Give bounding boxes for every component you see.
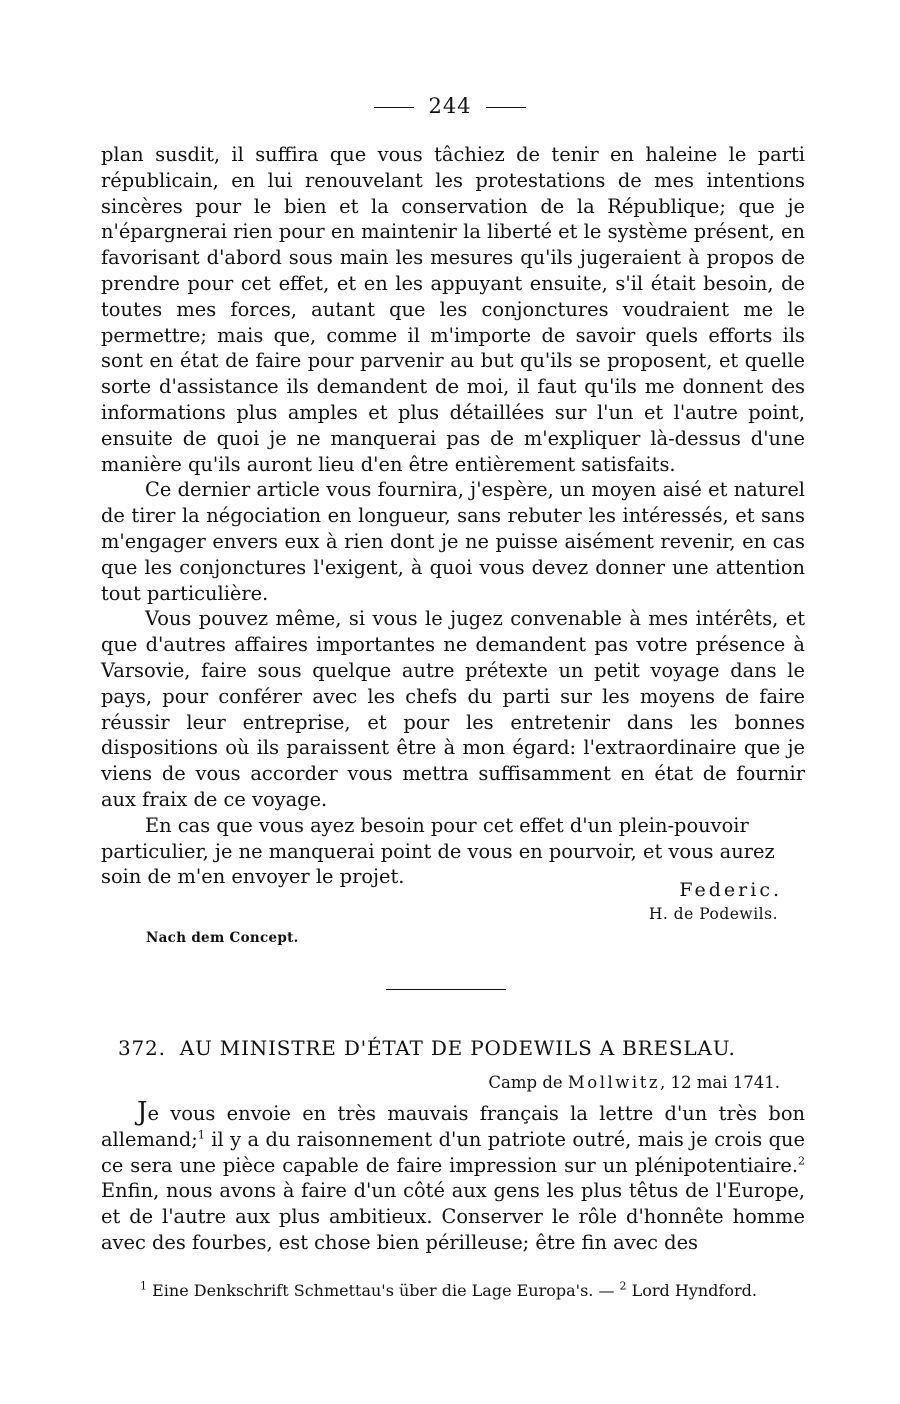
dateline-date: , 12 mai 1741. (660, 1073, 780, 1092)
footnote-text: Lord Hyndford. (631, 1281, 757, 1300)
letter-372-body (101, 1097, 805, 1256)
footnote-ref: 2 (798, 1154, 805, 1168)
page-number-dash-left (374, 107, 414, 108)
countersignature: H. de Podewils. (648, 905, 778, 923)
dateline-prefix: Camp de (488, 1073, 563, 1092)
page-number-text: 244 (428, 94, 472, 118)
paragraph: En cas que vous ayez besoin pour cet effet d'un plein-pouvoir particulier, je ne manquerai point de vous en pourvoir, et vous aurez soin de m'en envoyer le projet. (101, 813, 775, 889)
footnote (140, 1281, 614, 1300)
page-number-dash-right (486, 107, 526, 108)
text-segment: Enfin, nous avons à faire d'un côté aux gens les plus têtus de l'Europe, et de l'autre aux plus ambitieux. Conserver le rôle d'honnête homme avec des fourbes, est chose bien périlleuse; être fin avec des (101, 1179, 805, 1254)
footnote (620, 1281, 757, 1300)
paragraph: Vous pouvez même, si vous le jugez convenable à mes intérêts, et que d'autres affaires importantes ne demandent pas votre présence à Varsovie, faire sous quelque autre prétexte un petit voyage dans le pays, pour conférer avec les chefs du parti sur les moyens de faire réussir leur entreprise, et pour les entretenir dans les bonnes dispositions où ils paraissent être à mon égard: l'extraordinaire que je viens de vous accorder vous mettra suffisamment en état de fournir aux fraix de ce voyage. (101, 607, 805, 811)
letter-371-body (101, 142, 805, 890)
footnote-ref: 1 (197, 1128, 205, 1142)
source-note: Nach dem Concept. (146, 930, 299, 946)
paragraph (101, 1097, 805, 1256)
footnote-mark: 2 (619, 1279, 627, 1293)
footnotes (140, 1281, 808, 1300)
text-segment: il y a du raisonnement d'un patriote outré, mais je crois que ce sera une pièce capable de faire impression sur un plénipotentiaire. (101, 1127, 805, 1177)
page-number (0, 94, 900, 118)
letter-dateline (488, 1073, 780, 1092)
letter-number: 372. (118, 1036, 166, 1060)
footnote-mark: 1 (140, 1279, 147, 1293)
footnote-text: Eine Denkschrift Schmettau's über die Lage Europa's. — (152, 1281, 615, 1300)
section-divider (386, 989, 506, 990)
dateline-place: Mollwitz (567, 1073, 661, 1092)
signature: Federic. (679, 879, 782, 901)
letter-heading (118, 1036, 798, 1060)
paragraph: Ce dernier article vous fournira, j'espère, un moyen aisé et naturel de tirer la négociation en longueur, sans rebuter les intéressés, et sans m'engager envers eux à rien dont je ne puisse aisément revenir, en cas que les conjonctures l'exigent, à quoi vous devez donner une attention tout particulière. (101, 478, 805, 605)
text-segment: e vous envoie en très mauvais français la lettre d'un très bon allemand; (101, 1102, 805, 1151)
letter-title: AU MINISTRE D'ÉTAT DE PODEWILS A BRESLAU. (179, 1036, 736, 1060)
drop-cap: J (137, 1097, 148, 1127)
paragraph: plan susdit, il suffira que vous tâchiez de tenir en haleine le parti républicain, en lui renouvelant les protestations de mes intentions sincères pour le bien et la conservation de la République; que je n'épargnerai rien pour en maintenir la liberté et le système présent, en favorisant d'abord sous main les mesures qu'ils jugeraient à propos de prendre pour cet effet, et en les appuyant ensuite, s'il était besoin, de toutes mes forces, autant que les conjonctures voudraient me le permettre; mais que, comme il m'importe de savoir quels efforts ils sont en état de faire pour parvenir au but qu'ils se proposent, et quelle sorte d'assistance ils demandent de moi, il faut qu'ils me donnent des informations plus amples et plus détaillées sur l'un et l'autre point, ensuite de quoi je ne manquerai pas de m'expliquer là-dessus d'une manière qu'ils auront lieu d'en être entièrement satisfaits. (101, 143, 805, 476)
